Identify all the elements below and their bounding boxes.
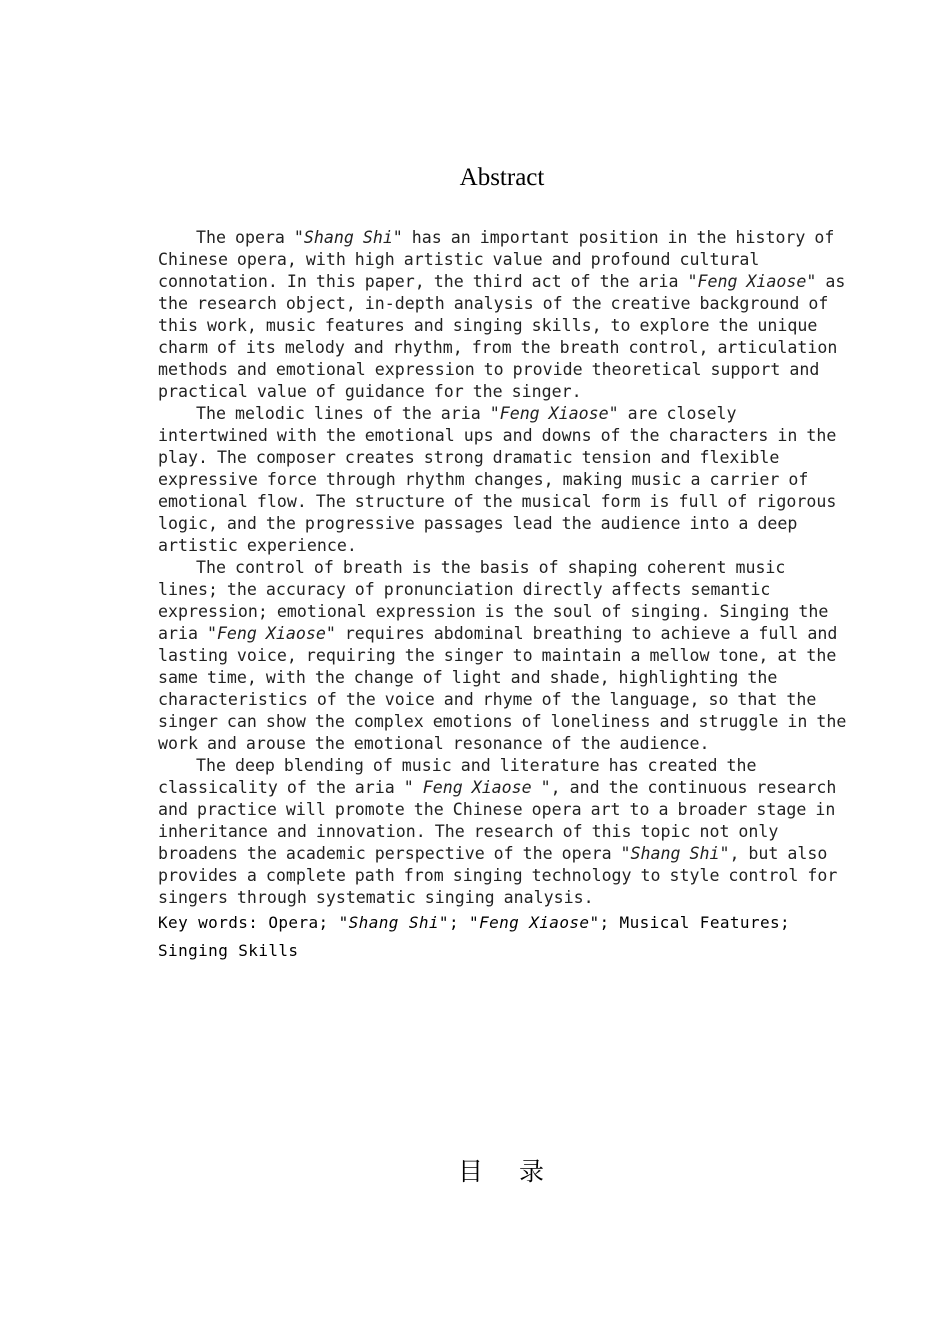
text-run: The deep blending of music and literature has created the classicality of the aria (158, 756, 757, 797)
abstract-heading: Abstract (459, 164, 545, 191)
table-of-contents-heading: 目录 (458, 1157, 581, 1186)
abstract-paragraph-1 (158, 227, 848, 403)
text-run: "; Musical Features; Singing Skills (158, 913, 791, 960)
italic-title-run: "Feng Xiaose" (687, 272, 817, 291)
text-run: Key words: Opera; " (158, 913, 349, 932)
italic-title-run: "Feng Xiaose" (489, 404, 619, 423)
italic-title-run: "Feng Xiaose" (206, 624, 336, 643)
italic-title-run: "Shang Shi" (293, 228, 403, 247)
text-run: The opera (196, 228, 294, 247)
italic-title-run: Feng Xiaose (479, 913, 590, 932)
text-run: The melodic lines of the aria (196, 404, 490, 423)
text-run: , and the continuous research and practice will promote the Chinese opera art to a broader stage in inheritance and innovation. The research of this topic not only broadens the academic perspective of the opera (158, 778, 837, 863)
abstract-paragraph-4 (158, 755, 848, 909)
abstract-body (158, 227, 848, 965)
italic-title-run: "Shang Shi" (620, 844, 730, 863)
text-run: , but also provides a complete path from singing technology to style control for singers through systematic singing analysis. (158, 844, 838, 907)
text-run: requires abdominal breathing to achieve a full and lasting voice, requiring the singer to maintain a mellow tone, at the same time, with the change of light and shade, highlighting the characteristics of the voice and rhyme of the language, so that the singer can show the complex emotions of loneliness and struggle in the work and arouse the emotional resonance of the audience. (158, 624, 847, 753)
abstract-paragraph-3 (158, 557, 848, 755)
text-run: are closely intertwined with the emotional ups and downs of the characters in the play. The composer creates strong dramatic tension and flexible expressive force through rhythm changes, making music a carrier of emotional flow. The structure of the musical form is full of rigorous logic, and the progressive passages lead the audience into a deep artistic experience. (158, 404, 837, 555)
keywords-line (158, 909, 848, 965)
text-run: The control of breath is the basis of shaping coherent music lines; the accuracy of pronunciation directly affects semantic expression; emotional expression is the soul of singing. Singing the aria (158, 558, 829, 643)
italic-title-run: " Feng Xiaose " (403, 778, 551, 797)
abstract-paragraph-2 (158, 403, 848, 557)
italic-title-run: Shang Shi (348, 913, 439, 932)
text-run: has an important position in the history of Chinese opera, with high artistic value and profound cultural connotation. In this paper, the third act of the aria (158, 228, 835, 291)
text-run: "; " (438, 913, 480, 932)
text-run: as the research object, in-depth analysis of the creative background of this work, music features and singing skills, to explore the unique charm of its melody and rhythm, from the breath control, articulation methods and emotional expression to provide theoretical support and practical value of guidance for the singer. (158, 272, 846, 401)
